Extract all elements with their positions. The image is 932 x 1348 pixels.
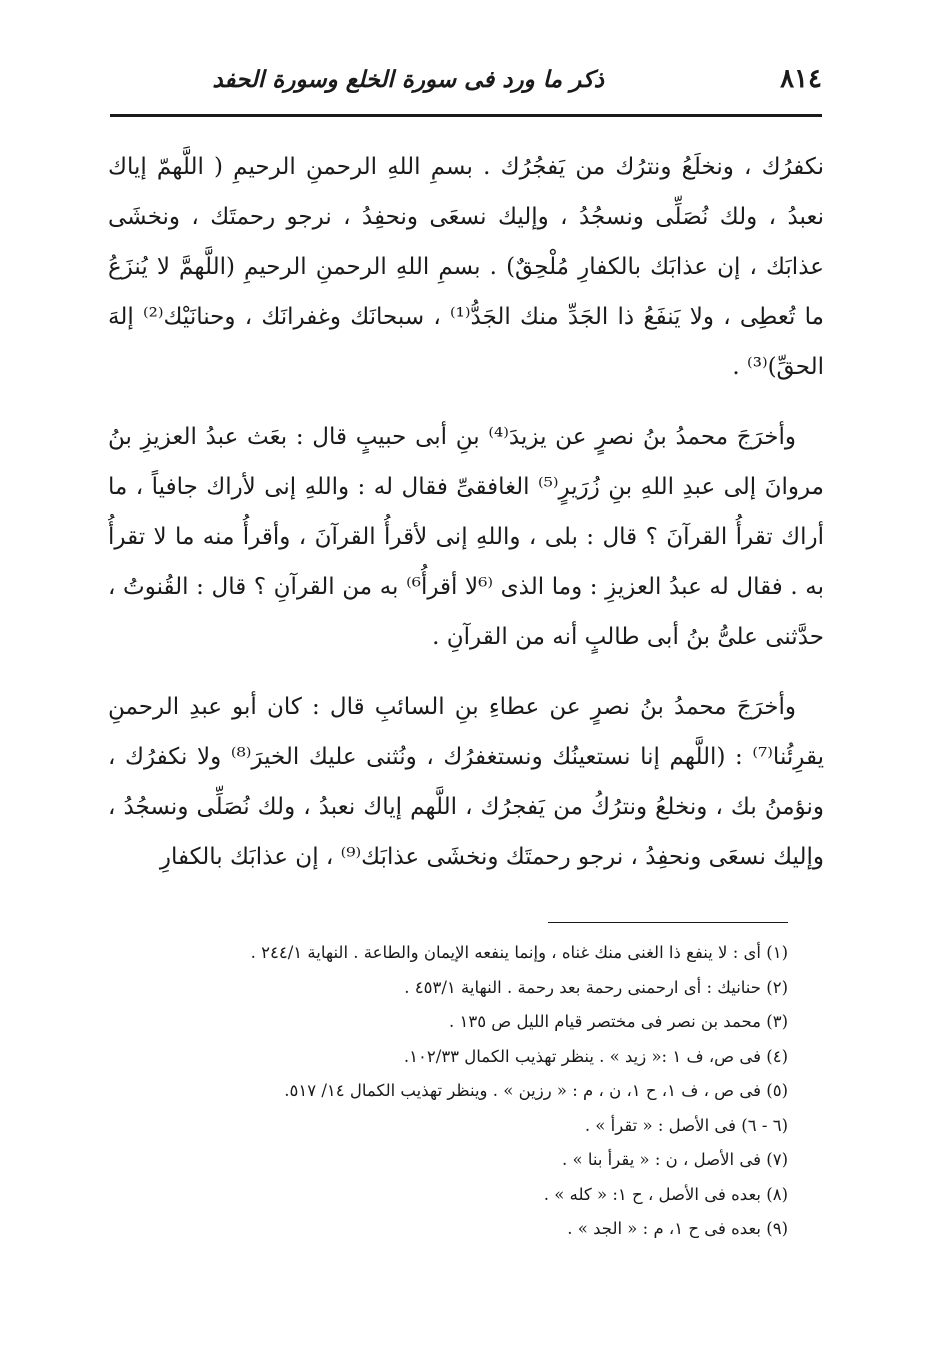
footnote: (٢) حنانيك : أى ارحمنى رحمة بعد رحمة . النهاية ٤٥٣/١ . <box>404 977 788 997</box>
footnote: (٥) فى ص ، ف ١، ح ١، ن ، م : « رزين » . وينظر تهذيب الكمال ١٤/ ٥١٧. <box>284 1081 788 1100</box>
paragraph: وأخرَجَ محمدُ بنُ نصرٍ عن عطاءِ بنِ السائبِ قال : كان أبو عبدِ الرحمنِ يقرِئُنا⁽⁷⁾ : (اللَّهم إنا نستعينُك ونستغفرُك ، ونُثنى عليك الخيرَ⁽⁸⁾ ولا نكفرُك ، ونؤمنُ بك ، ونخلعُ ونترُكُ من يَفجرُك ، اللَّهم إياك نعبدُ ، ولك نُصَلِّى ونسجُدُ ، وإليك نسعَى ونحفِدُ ، نرجو رحمتَك ونخشَى عذابَك⁽⁹⁾ ، إن عذابَك بالكفارِ <box>108 694 825 870</box>
header-divider <box>110 114 822 117</box>
footnote-divider <box>548 922 788 923</box>
footnote: (٨) بعده فى الأصل ، ح ١: « كله » . <box>543 1184 788 1204</box>
footnote: (٤) فى ص، ف ١ :« زيد » . ينظر تهذيب الكمال ١٠٢/٣٣. <box>403 1046 788 1066</box>
footnote: (٩) بعده فى ح ١، م : « الجد » . <box>567 1219 788 1238</box>
footnote: (٧) فى الأصل ، ن : « يقرأ بنا » . <box>561 1150 788 1169</box>
paragraph: نكفرُك ، ونخلَعُ ونترُك من يَفجُرُك . بسمِ اللهِ الرحمنِ الرحيمِ ( اللَّهمّ إياك نعبدُ ، ولك نُصَلِّى ونسجُدُ ، وإليك نسعَى ونحفِدُ ، نرجو رحمتَك ، ونخشَى عذابَك ، إن عذابَك بالكفارِ مُلْحِقٌ) . بسمِ اللهِ الرحمنِ الرحيمِ (اللَّهمَّ لا يُنزَعُ ما تُعطِى ، ولا يَنفَعُ ذا الجَدِّ منك الجَدُّ⁽¹⁾ ، سبحانَك وغفرانَك ، وحنانَيْك⁽²⁾ إلهَ الحقِّ)⁽³⁾ . <box>108 154 824 380</box>
footnote: (٦ - ٦) فى الأصل : « تقرأ » . <box>584 1115 788 1135</box>
running-header <box>110 64 822 104</box>
footnote: (١) أى : لا ينفع ذا الغنى منك غناه ، وإنما ينفعه الإيمان والطاعة . النهاية ٢٤٤/١ . <box>250 943 788 962</box>
footnotes <box>150 936 788 1247</box>
main-text <box>108 142 824 902</box>
footnote: (٣) محمد بن نصر فى مختصر قيام الليل ص ١٣٥ . <box>448 1012 788 1031</box>
page-number: ٨١٤ <box>780 64 822 94</box>
paragraph: وأخرَجَ محمدُ بنُ نصرٍ عن يزيدَ⁽⁴⁾ بنِ أبى حبيبٍ قال : بعَث عبدُ العزيزِ بنُ مروانَ إلى عبدِ اللهِ بنِ زُرَيرٍ⁽⁵⁾ الغافقىِّ فقال له : واللهِ إنى لأراك جافياً ، ما أراك تقرأُ القرآنَ ؟ قال : بلى ، واللهِ إنى لأقرأُ القرآنَ ، وأقرأُ منه ما لا تقرأُ به . فقال له عبدُ العزيزِ : وما الذى ⁽⁶لا أقرأُ⁶⁾ به من القرآنِ ؟ قال : القُنوتُ ، حدَّثنى علىُّ بنُ أبى طالبٍ أنه من القرآنِ . <box>108 424 825 650</box>
running-title: ذكر ما ورد فى سورة الخلع وسورة الحفد <box>212 66 604 93</box>
